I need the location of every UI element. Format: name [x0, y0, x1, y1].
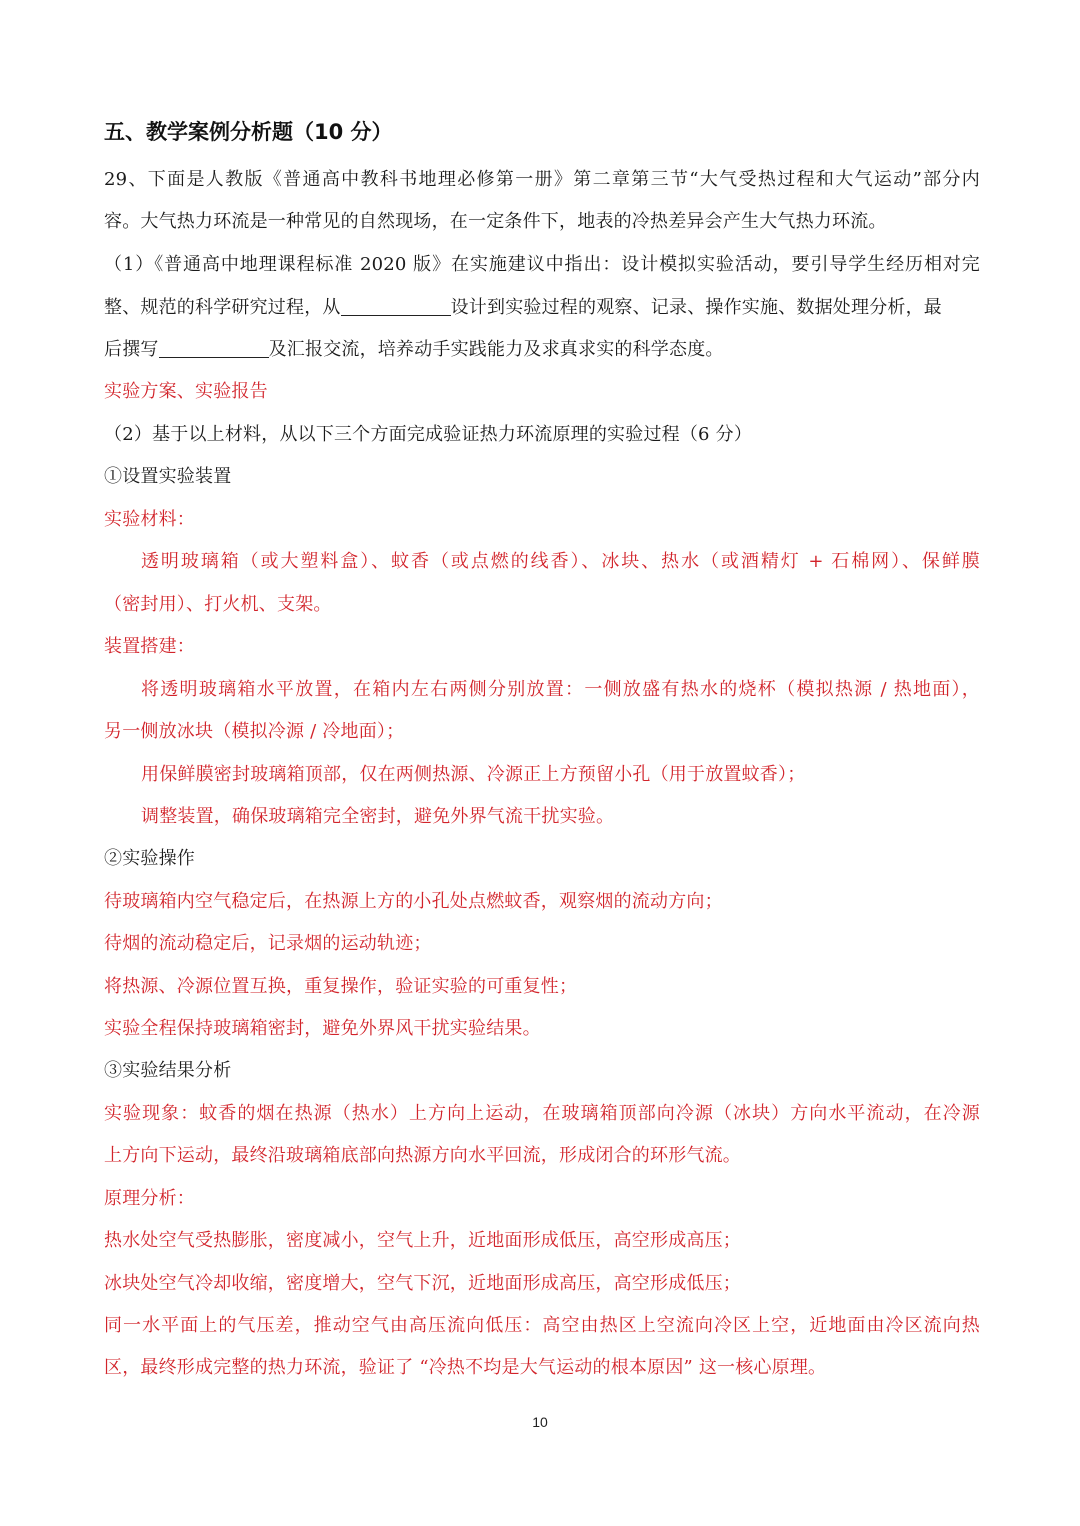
build-line-1: 将透明玻璃箱水平放置，在箱内左右两侧分别放置：一侧放盛有热水的烧杯（模拟热源 / 热地面），: [141, 679, 980, 700]
build-line-2: 另一侧放冰块（模拟冷源 / 冷地面）；: [104, 721, 405, 742]
question-intro-line-2: 容。大气热力环流是一种常见的自然现场，在一定条件下，地表的冷热差异会产生大气热力环流。: [104, 211, 887, 232]
principle-3-line-1: 同一水平面上的气压差，推动空气由高压流向低压：高空由热区上空流向冷区上空，近地面由冷区流向热: [104, 1315, 980, 1336]
fill-blank-2: [159, 337, 269, 358]
part1-line-2: [104, 293, 980, 323]
build-label: 装置搭建：: [104, 636, 195, 657]
fill-blank-1: [341, 295, 451, 316]
question-intro-line-1: 29、下面是人教版《普通高中教科书地理必修第一册》第二章第三节“大气受热过程和大气运动”部分内: [104, 169, 980, 190]
principle-1: 热水处空气受热膨胀，密度减小，空气上升，近地面形成低压，高空形成高压；: [104, 1230, 741, 1251]
materials-line-2: （密封用）、打火机、支架。: [104, 594, 332, 615]
operation-step-2: 待烟的流动稳定后，记录烟的运动轨迹；: [104, 933, 432, 954]
part1-line-3: [104, 335, 980, 365]
phenomenon-line-2: 上方向下运动，最终沿玻璃箱底部向热源方向水平回流，形成闭合的环形气流。: [104, 1145, 741, 1166]
part2-prompt: （2）基于以上材料，从以下三个方面完成验证热力环流原理的实验过程（6 分）: [104, 424, 753, 445]
part1-line-2-after: 设计到实验过程的观察、记录、操作实施、数据处理分析，最: [450, 297, 943, 318]
principle-label: 原理分析：: [104, 1188, 195, 1209]
phenomenon-line-1: 实验现象：蚊香的烟在热源（热水）上方向上运动，在玻璃箱顶部向冷源（冰块）方向水平流动，在冷源: [104, 1103, 980, 1124]
operation-title: ②实验操作: [104, 848, 195, 869]
materials-line-1: 透明玻璃箱（或大塑料盒）、蚊香（或点燃的线香）、冰块、热水（或酒精灯 + 石棉网）、保鲜膜: [141, 551, 980, 572]
analysis-title: ③实验结果分析: [104, 1060, 232, 1081]
principle-2: 冰块处空气冷却收缩，密度增大，空气下沉，近地面形成高压，高空形成低压；: [104, 1273, 741, 1294]
operation-step-1: 待玻璃箱内空气稳定后，在热源上方的小孔处点燃蚊香，观察烟的流动方向；: [104, 891, 723, 912]
part1-line-1: （1）《普通高中地理课程标准 2020 版》在实施建议中指出：设计模拟实验活动，要引导学生经历相对完: [104, 254, 980, 275]
operation-step-4: 实验全程保持玻璃箱密封，避免外界风干扰实验结果。: [104, 1018, 541, 1039]
part1-line-3-after: 及汇报交流，培养动手实践能力及求真求实的科学态度。: [268, 339, 724, 360]
principle-3-line-2: 区，最终形成完整的热力环流，验证了 “冷热不均是大气运动的根本原因” 这一核心原理。: [104, 1357, 827, 1378]
page-number: 10: [532, 1414, 548, 1430]
setup-title: ①设置实验装置: [104, 466, 232, 487]
build-line-3: 用保鲜膜密封玻璃箱顶部，仅在两侧热源、冷源正上方预留小孔（用于放置蚊香）；: [141, 764, 806, 785]
part1-line-3-before: 后撰写: [104, 339, 159, 360]
section-title: 五、教学案例分析题（10 分）: [104, 120, 393, 144]
materials-label: 实验材料：: [104, 509, 195, 530]
part1-line-2-before: 整、规范的科学研究过程，从: [104, 297, 341, 318]
operation-step-3: 将热源、冷源位置互换，重复操作，验证实验的可重复性；: [104, 976, 578, 997]
build-line-4: 调整装置，确保玻璃箱完全密封，避免外界气流干扰实验。: [141, 806, 615, 827]
part1-answer: 实验方案、实验报告: [104, 381, 268, 402]
